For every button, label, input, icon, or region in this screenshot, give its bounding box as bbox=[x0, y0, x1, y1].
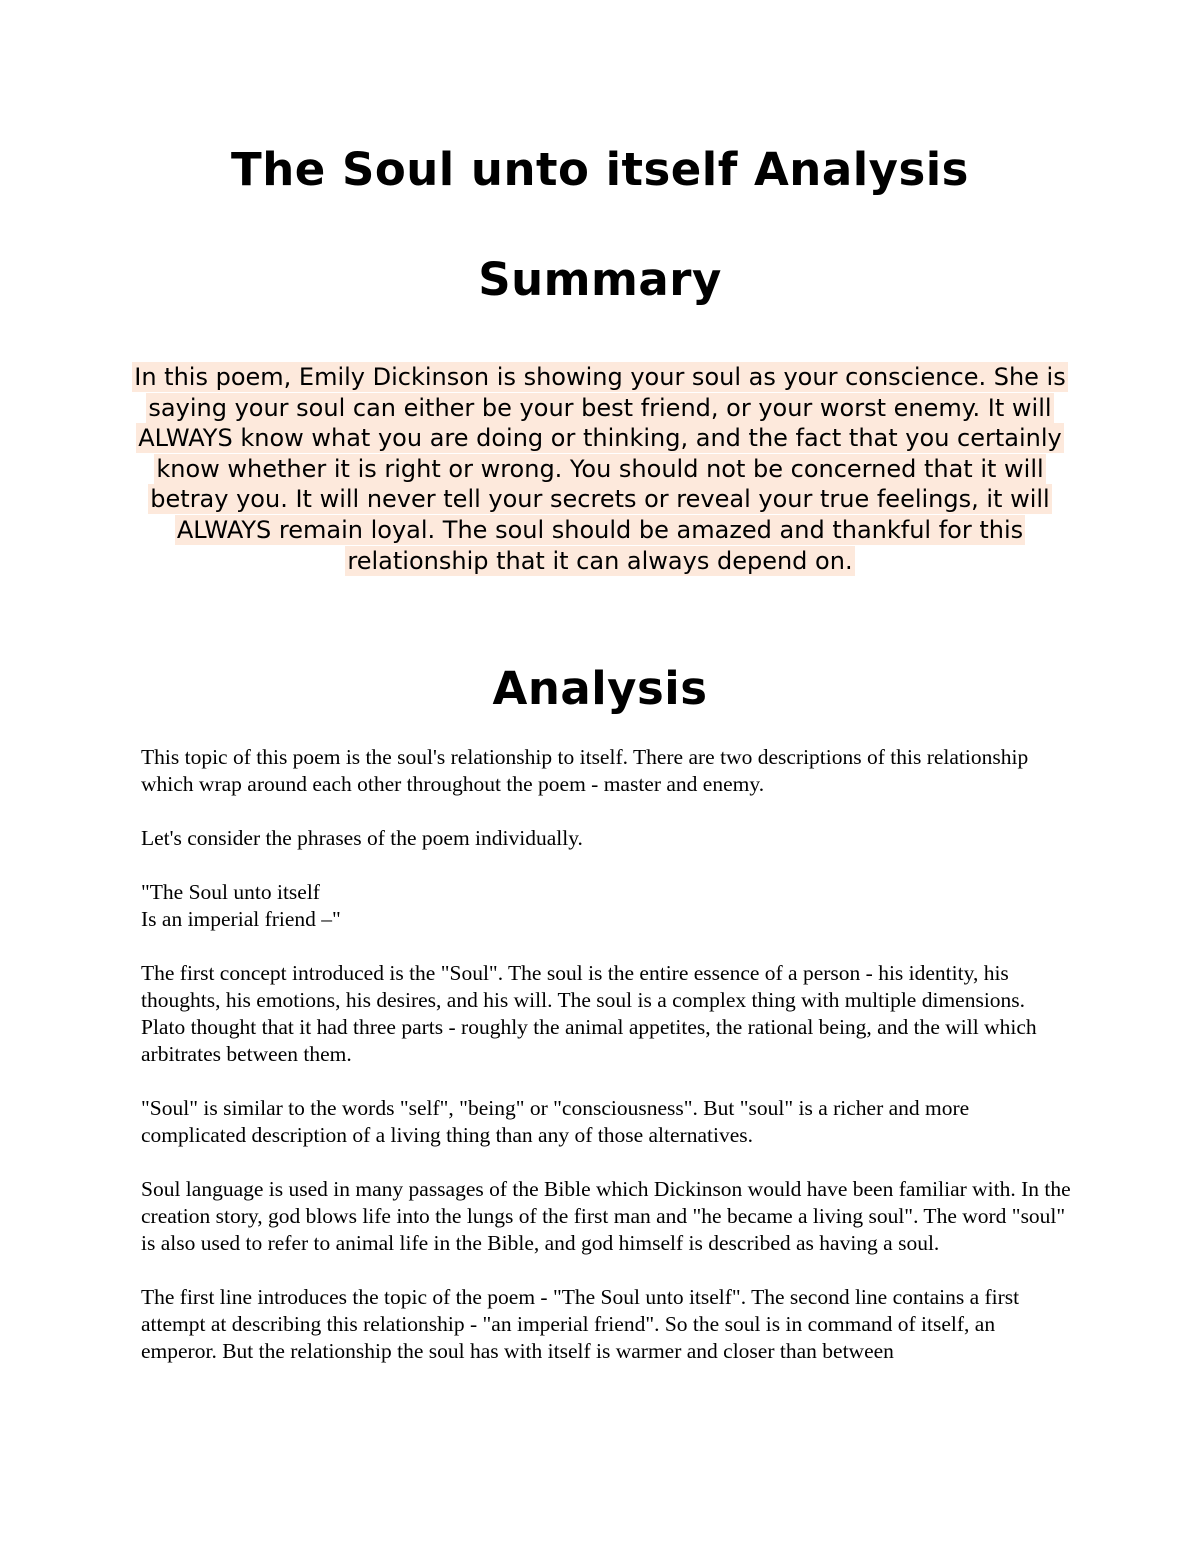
analysis-paragraph-3: The first concept introduced is the "Soul". The soul is the entire essence of a person - his identity, his thoughts, his emotions, his desires, and his will. The soul is a complex thing with multiple dimensions. Plato thought that it had three parts - roughly the animal appetites, the rational being, and the will which arbitrates between them. bbox=[141, 961, 1037, 1066]
poem-quote-line-2: Is an imperial friend –" bbox=[141, 907, 341, 931]
summary-highlighted-text: In this poem, Emily Dickinson is showing your soul as your conscience. She is saying your soul can either be your best friend, or your worst enemy. It will ALWAYS know what you are doing or thinking, and the fact that you certainly know whether it is right or wrong. You should not be concerned that it will betray you. It will never tell your secrets or reveal your true feelings, it will ALWAYS remain loyal. The soul should be amazed and thankful for this relationship that it can always depend on. bbox=[134, 363, 1066, 575]
summary-heading: Summary bbox=[478, 253, 722, 306]
summary-paragraph bbox=[120, 362, 1080, 576]
analysis-heading: Analysis bbox=[492, 662, 708, 715]
analysis-paragraph-2: Let's consider the phrases of the poem individually. bbox=[141, 826, 583, 850]
analysis-paragraph-6: The first line introduces the topic of the poem - "The Soul unto itself". The second line contains a first attempt at describing this relationship - "an imperial friend". So the soul is in command of itself, an emperor. But the relationship the soul has with itself is warmer and closer than between bbox=[141, 1285, 1020, 1363]
analysis-paragraph-5: Soul language is used in many passages of the Bible which Dickinson would have been familiar with. In the creation story, god blows life into the lungs of the first man and "he became a living soul". The word "soul" is also used to refer to animal life in the Bible, and god himself is described as having a soul. bbox=[141, 1177, 1071, 1255]
document-title: The Soul unto itself Analysis bbox=[231, 143, 969, 196]
poem-quote bbox=[141, 879, 1071, 933]
poem-quote-line-1: "The Soul unto itself bbox=[141, 880, 320, 904]
analysis-body bbox=[141, 744, 1071, 1365]
analysis-paragraph-1: This topic of this poem is the soul's relationship to itself. There are two descriptions of this relationship which wrap around each other throughout the poem - master and enemy. bbox=[141, 745, 1029, 796]
analysis-paragraph-4: "Soul" is similar to the words "self", "being" or "consciousness". But "soul" is a richer and more complicated description of a living thing than any of those alternatives. bbox=[141, 1096, 970, 1147]
